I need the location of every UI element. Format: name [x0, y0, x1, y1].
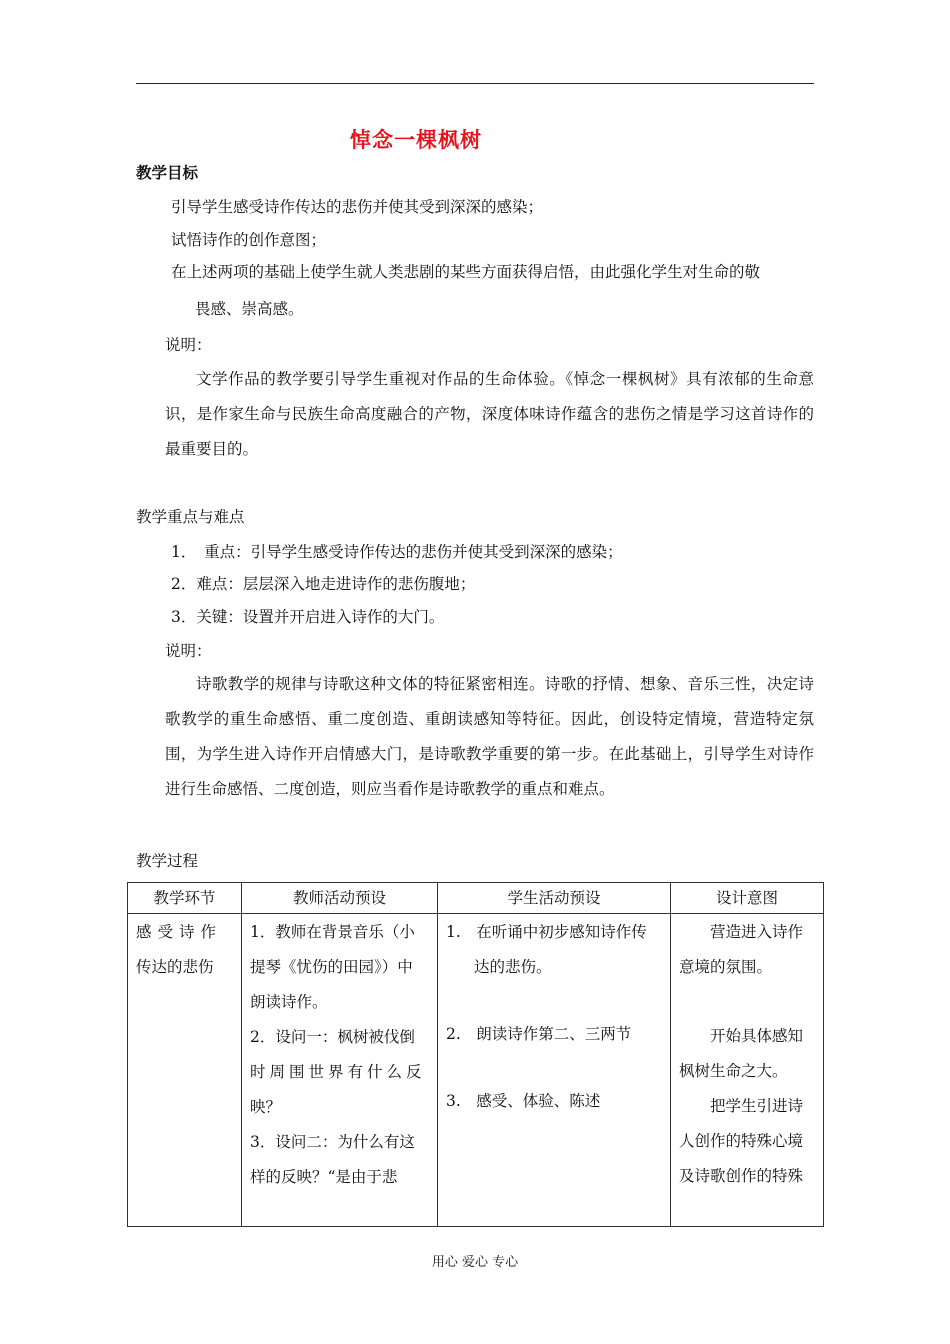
student-line: 2. 朗读诗作第二、三两节: [446, 1025, 632, 1043]
teacher-line: 时周围世界有什么反: [250, 1063, 426, 1081]
intent-line: 开始具体感知: [710, 1027, 804, 1045]
table-header-row: [128, 883, 824, 914]
stage-cell: [128, 914, 242, 1227]
intent-line: 把学生引进诗: [710, 1097, 804, 1115]
column-header: 教学环节: [128, 883, 242, 914]
intent-line: 枫树生命之大。: [679, 1062, 788, 1080]
stage-line: 感受诗作: [136, 923, 223, 941]
teacher-line: 2．设问一：枫树被伐倒: [250, 1028, 415, 1046]
student-line: 达的悲伤。: [474, 958, 552, 976]
goal-item: 试悟诗作的创作意图；: [171, 231, 327, 249]
goal-item: 在上述两项的基础上使学生就人类悲剧的某些方面获得启悟，由此强化学生对生命的敬: [171, 263, 761, 281]
goal-item: 畏感、崇高感。: [195, 300, 304, 318]
student-line: 3. 感受、体验、陈述: [446, 1092, 601, 1110]
goals-heading: 教学目标: [136, 163, 199, 182]
column-header: 设计意图: [671, 883, 824, 914]
teacher-line: 朗读诗作。: [250, 993, 328, 1011]
page-title: 悼念一棵枫树: [350, 127, 482, 152]
key-point-item: 3．关键：设置并开启进入诗作的大门。: [171, 608, 445, 626]
intent-cell: [671, 914, 824, 1227]
intent-line: 及诗歌创作的特殊: [679, 1167, 804, 1185]
teacher-line: 1．教师在背景音乐（小: [250, 923, 415, 941]
goals-note-text: 文学作品的教学要引导学生重视对作品的生命体验。《悼念一棵枫树》具有浓郁的生命意识，是作家生命与民族生命高度融合的产物，深度体味诗作蕴含的悲伤之情是学习这首诗作的最重要目的。: [165, 370, 814, 458]
table-row: [128, 914, 824, 1227]
process-heading: 教学过程: [136, 852, 199, 870]
goal-item: 引导学生感受诗作传达的悲伤并使其受到深深的感染；: [171, 198, 544, 216]
teacher-line: 样的反映？“是由于悲: [250, 1168, 398, 1186]
column-header: 教师活动预设: [242, 883, 438, 914]
teacher-line: 3．设问二：为什么有这: [250, 1133, 415, 1151]
intent-line: 人创作的特殊心境: [679, 1132, 804, 1150]
key-points-heading: 教学重点与难点: [136, 508, 245, 526]
lesson-table: [127, 882, 824, 1227]
student-cell: [438, 914, 671, 1227]
intent-line: 营造进入诗作: [710, 923, 804, 941]
intent-line: 意境的氛围。: [679, 958, 773, 976]
key-points-note-text: 诗歌教学的规律与诗歌这种文体的特征紧密相连。诗歌的抒情、想象、音乐三性，决定诗歌教学的重生命感悟、重二度创造、重朗读感知等特征。因此，创设特定情境，营造特定氛围，为学生进入诗作开启情感大门，是诗歌教学重要的第一步。在此基础上，引导学生对诗作进行生命感悟、二度创造，则应当看作是诗歌教学的重点和难点。: [165, 675, 814, 798]
key-point-item: 1． 重点：引导学生感受诗作传达的悲伤并使其受到深深的感染；: [171, 543, 623, 561]
column-header: 学生活动预设: [438, 883, 671, 914]
goals-note-label: 说明：: [165, 336, 212, 354]
stage-line: 传达的悲伤: [136, 958, 214, 976]
teacher-line: 映？: [250, 1098, 282, 1116]
teacher-cell: [242, 914, 438, 1227]
student-line: 1. 在听诵中初步感知诗作传: [446, 923, 647, 941]
teacher-line: 提琴《忧伤的田园》）中: [250, 958, 413, 976]
page-footer: 用心 爱心 专心: [431, 1255, 519, 1270]
key-point-item: 2．难点：层层深入地走进诗作的悲伤腹地；: [171, 575, 476, 593]
header-rule: [136, 83, 814, 84]
key-points-note-label: 说明：: [165, 642, 212, 660]
